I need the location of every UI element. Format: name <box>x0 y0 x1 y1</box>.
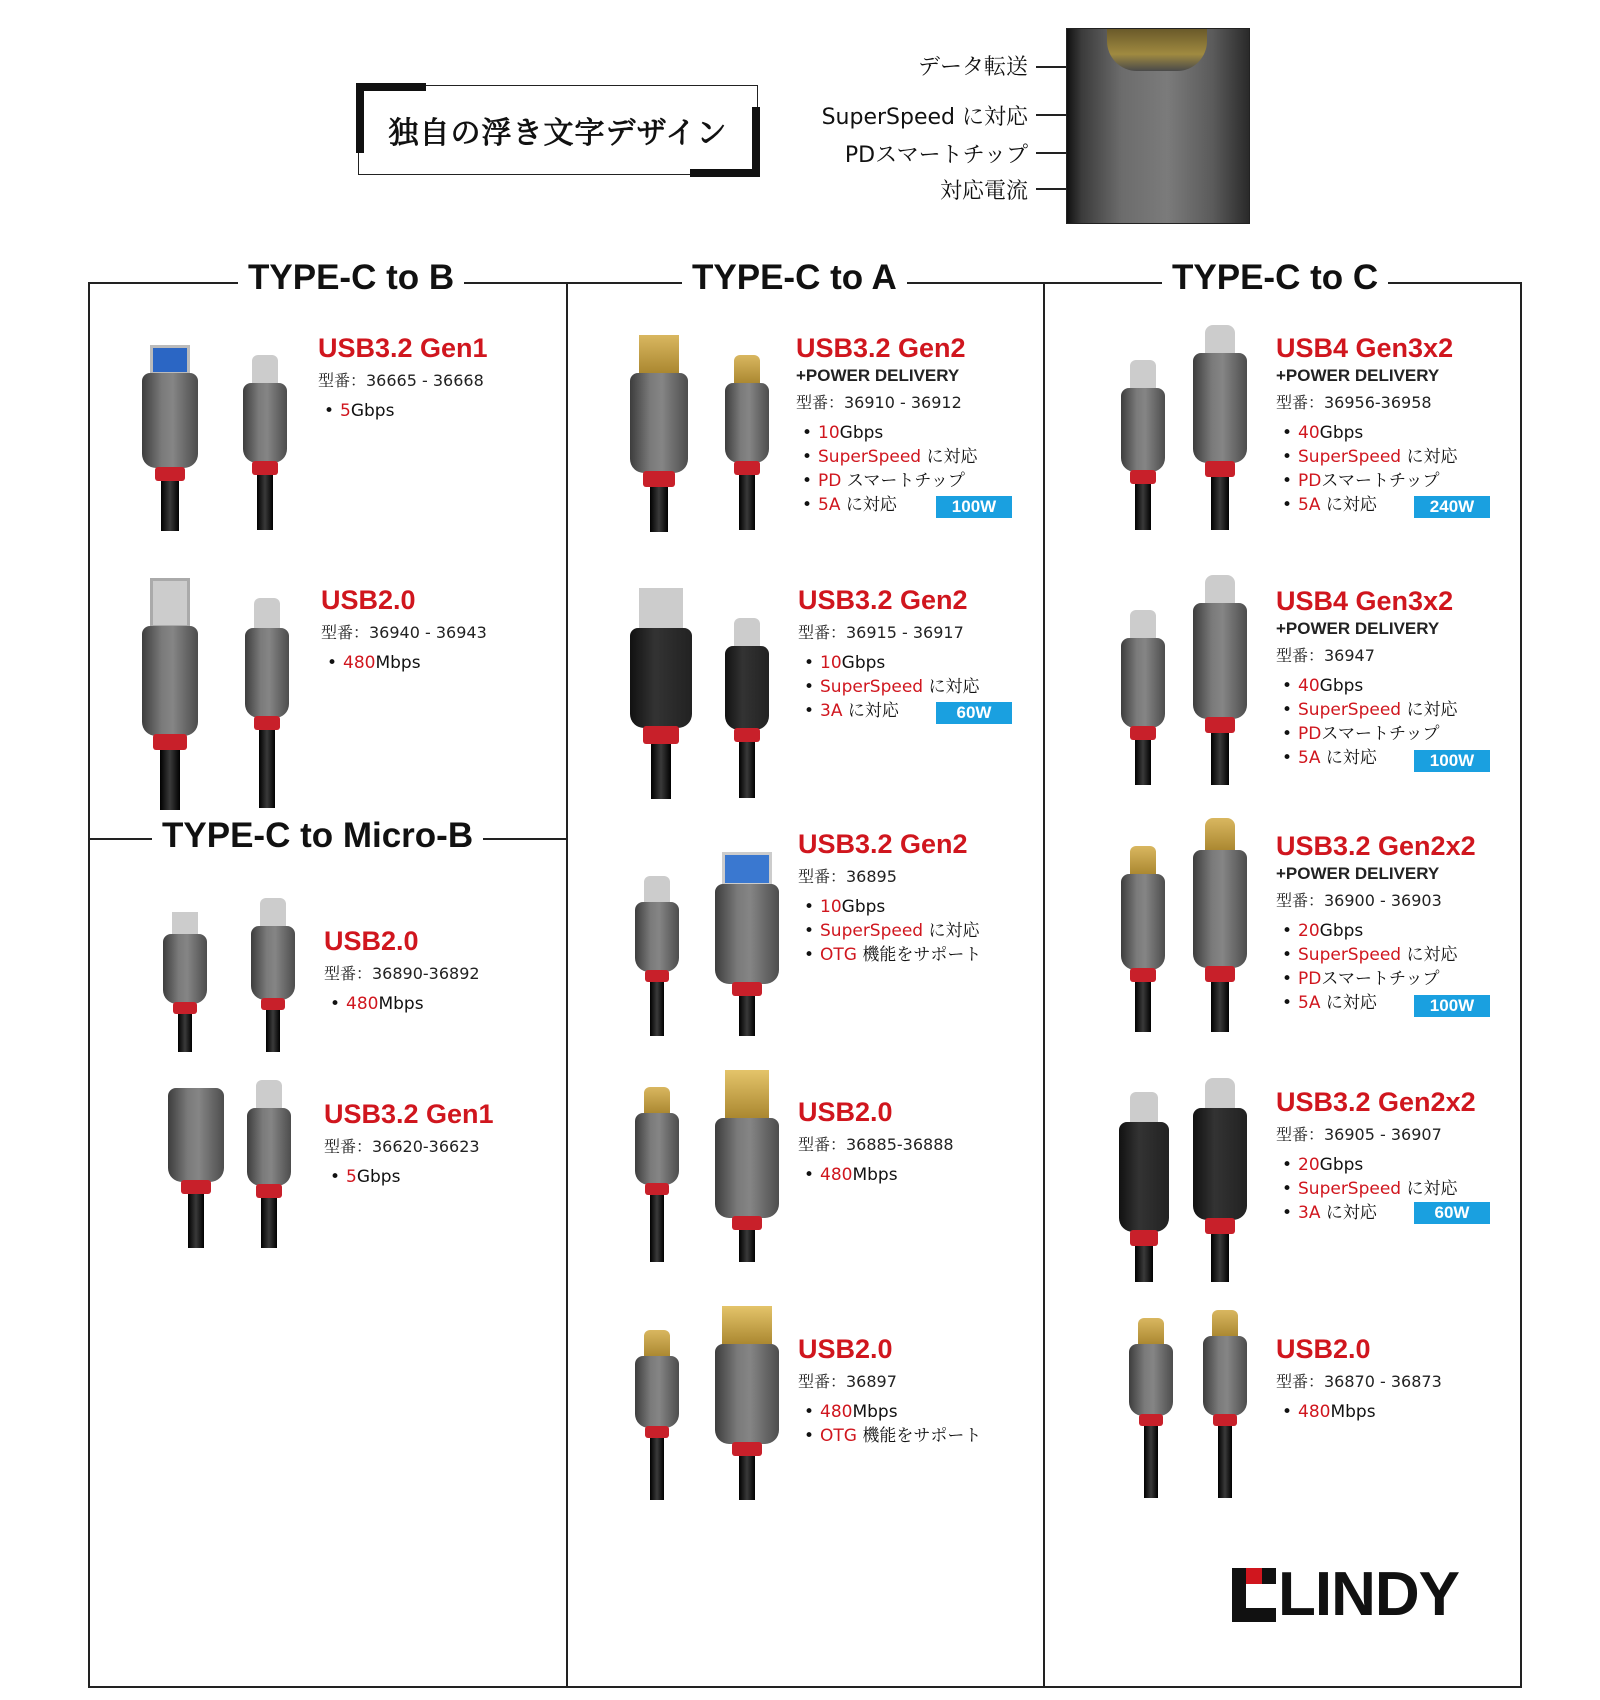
cable-image-usb-b <box>140 578 200 808</box>
cable-image-usb-c <box>632 1087 682 1262</box>
feature-item: • 480Mbps <box>321 651 571 675</box>
cable-image-usb-c <box>722 355 772 530</box>
product-card <box>1276 585 1526 770</box>
feature-item: • 5A に対応 <box>1276 746 1526 770</box>
feature-list <box>321 651 571 675</box>
cable-image-usb-c <box>1126 1318 1176 1498</box>
model-number: 型番：36885-36888 <box>798 1135 954 1154</box>
connector-tip <box>1107 29 1207 71</box>
cable-image-micro-b-3 <box>166 1088 226 1248</box>
column-title-c-to-c: TYPE-C to C <box>1162 258 1388 298</box>
cable-image-usb-c <box>242 598 292 808</box>
lindy-logo <box>1232 1560 1467 1629</box>
feature-item: • PD スマートチップ <box>796 469 1046 493</box>
cable-image-usb-c <box>1190 325 1250 530</box>
product-name: USB2.0 <box>798 1334 893 1364</box>
section-title-c-to-microb: TYPE-C to Micro-B <box>152 816 483 856</box>
cable-image-usb-c <box>1116 1092 1172 1282</box>
callout-superspeed: SuperSpeed に対応 <box>821 105 1028 130</box>
cable-image-usb-c <box>722 618 772 798</box>
cable-image-usb-a <box>628 335 690 530</box>
feature-item: • 5Gbps <box>324 1165 574 1189</box>
cable-image-micro-b <box>160 912 210 1052</box>
feature-item: • 480Mbps <box>1276 1400 1526 1424</box>
feature-item: • SuperSpeed に対応 <box>1276 1177 1526 1201</box>
cable-image-usb-c <box>1190 1078 1250 1282</box>
product-card <box>798 1333 1048 1448</box>
feature-list <box>798 1400 1048 1448</box>
product-name: USB3.2 Gen1 <box>324 1099 494 1129</box>
feature-list <box>798 895 1048 967</box>
model-number: 型番：36620-36623 <box>324 1137 480 1156</box>
cable-image-usb-a-female <box>712 1306 782 1500</box>
product-name: USB3.2 Gen2x2 <box>1276 831 1476 861</box>
power-delivery-label: +POWER DELIVERY <box>796 366 960 385</box>
product-card <box>796 332 1046 517</box>
product-name: USB3.2 Gen2 <box>798 585 968 615</box>
power-delivery-label: +POWER DELIVERY <box>1276 864 1440 883</box>
model-number: 型番：36915 - 36917 <box>798 623 964 642</box>
wattage-badge: 60W <box>1414 1202 1490 1224</box>
cable-image-usb-c <box>1190 575 1250 785</box>
feature-item: • SuperSpeed に対応 <box>1276 698 1526 722</box>
wattage-badge: 240W <box>1414 496 1490 518</box>
model-number: 型番：36910 - 36912 <box>796 393 962 412</box>
product-name: USB3.2 Gen1 <box>318 333 488 363</box>
cable-image-usb-c <box>1118 610 1168 785</box>
feature-item: • 20Gbps <box>1276 1153 1526 1177</box>
callout-data-transfer: データ転送 <box>917 55 1028 80</box>
model-number: 型番：36890-36892 <box>324 964 480 983</box>
cable-image-usb-c <box>1118 846 1168 1032</box>
feature-item: • 10Gbps <box>798 895 1048 919</box>
wattage-badge: 100W <box>1414 750 1490 772</box>
wattage-badge: 100W <box>936 496 1012 518</box>
feature-item: • 5A に対応 <box>1276 493 1526 517</box>
feature-item: • 5Gbps <box>318 399 568 423</box>
feature-item: • 5A に対応 <box>796 493 1046 517</box>
feature-item: • SuperSpeed に対応 <box>798 675 1048 699</box>
feature-item: • OTG 機能をサポート <box>798 943 1048 967</box>
feature-item: • SuperSpeed に対応 <box>1276 445 1526 469</box>
product-name: USB4 Gen3x2 <box>1276 586 1454 616</box>
product-name: USB3.2 Gen2x2 <box>1276 1087 1476 1117</box>
connector-zoom-image <box>1066 28 1250 224</box>
product-name: USB3.2 Gen2 <box>796 333 966 363</box>
product-card <box>1276 1333 1526 1424</box>
cable-image-usb-a-female <box>712 852 782 1036</box>
feature-item: • 480Mbps <box>324 992 574 1016</box>
product-card <box>318 332 568 423</box>
feature-item: • SuperSpeed に対応 <box>796 445 1046 469</box>
feature-item: • PDスマートチップ <box>1276 469 1526 493</box>
logo-mark <box>1232 1568 1276 1622</box>
logo-mark-cutout <box>1246 1584 1276 1608</box>
feature-item: • 10Gbps <box>798 651 1048 675</box>
product-name: USB2.0 <box>1276 1334 1371 1364</box>
model-number: 型番：36956-36958 <box>1276 393 1432 412</box>
feature-item: • 40Gbps <box>1276 421 1526 445</box>
wattage-badge: 60W <box>936 702 1012 724</box>
wattage-badge: 100W <box>1414 995 1490 1017</box>
feature-item: • OTG 機能をサポート <box>798 1424 1048 1448</box>
product-card <box>1276 830 1526 1015</box>
column-title-c-to-a: TYPE-C to A <box>682 258 907 298</box>
feature-item: • SuperSpeed に対応 <box>1276 943 1526 967</box>
product-name: USB3.2 Gen2 <box>798 829 968 859</box>
model-number: 型番：36905 - 36907 <box>1276 1125 1442 1144</box>
feature-item: • PDスマートチップ <box>1276 967 1526 991</box>
cable-image-usb-c <box>632 876 682 1036</box>
cable-image-usb-c <box>244 1080 294 1248</box>
cable-image-usb-c <box>248 898 298 1052</box>
model-number: 型番：36897 <box>798 1372 897 1391</box>
product-card <box>1276 332 1526 517</box>
product-name: USB2.0 <box>321 585 416 615</box>
cable-image-usb-c <box>1200 1310 1250 1498</box>
feature-item: • 5A に対応 <box>1276 991 1526 1015</box>
model-number: 型番：36900 - 36903 <box>1276 891 1442 910</box>
feature-item: • 40Gbps <box>1276 674 1526 698</box>
cable-image-usb-a <box>628 588 694 798</box>
cable-image-usb-c <box>632 1330 682 1500</box>
product-name: USB2.0 <box>324 926 419 956</box>
feature-item: • 20Gbps <box>1276 919 1526 943</box>
design-title: 独自の浮き文字デザイン <box>388 116 728 151</box>
model-number: 型番：36947 <box>1276 646 1375 665</box>
panel-left-border <box>88 282 90 1687</box>
feature-item: • 480Mbps <box>798 1163 1048 1187</box>
feature-item: • SuperSpeed に対応 <box>798 919 1048 943</box>
feature-item: • PDスマートチップ <box>1276 722 1526 746</box>
feature-item: • 3A に対応 <box>1276 1201 1526 1225</box>
cable-image-usb-a <box>712 1070 782 1262</box>
cable-image-usb-c <box>1118 360 1168 530</box>
callout-current: 対応電流 <box>939 179 1028 204</box>
callout-list <box>780 50 1028 210</box>
panel-bottom-border <box>88 1686 1522 1688</box>
callout-pd-chip: PDスマートチップ <box>844 143 1028 168</box>
product-card <box>798 828 1048 967</box>
feature-list <box>318 399 568 423</box>
cable-image-usb-c <box>240 355 290 530</box>
logo-red-square <box>1246 1568 1262 1584</box>
cable-image-usb-b <box>140 345 200 530</box>
feature-list <box>798 1163 1048 1187</box>
feature-list <box>1276 1400 1526 1424</box>
power-delivery-label: +POWER DELIVERY <box>1276 619 1440 638</box>
product-name: USB2.0 <box>798 1097 893 1127</box>
product-card <box>321 584 571 675</box>
model-number: 型番：36665 - 36668 <box>318 371 484 390</box>
product-card <box>798 1096 1048 1187</box>
model-number: 型番：36870 - 36873 <box>1276 1372 1442 1391</box>
cable-image-usb-c <box>1190 818 1250 1032</box>
column-title-c-to-b: TYPE-C to B <box>238 258 464 298</box>
power-delivery-label: +POWER DELIVERY <box>1276 366 1440 385</box>
product-card <box>324 1098 574 1189</box>
model-number: 型番：36895 <box>798 867 897 886</box>
feature-item: • 3A に対応 <box>798 699 1048 723</box>
feature-list <box>324 1165 574 1189</box>
feature-list <box>324 992 574 1016</box>
product-name: USB4 Gen3x2 <box>1276 333 1454 363</box>
product-card <box>324 925 574 1016</box>
feature-item: • 480Mbps <box>798 1400 1048 1424</box>
feature-item: • 10Gbps <box>796 421 1046 445</box>
model-number: 型番：36940 - 36943 <box>321 623 487 642</box>
logo-text: LINDY <box>1278 1560 1459 1629</box>
design-feature-box <box>358 85 758 175</box>
